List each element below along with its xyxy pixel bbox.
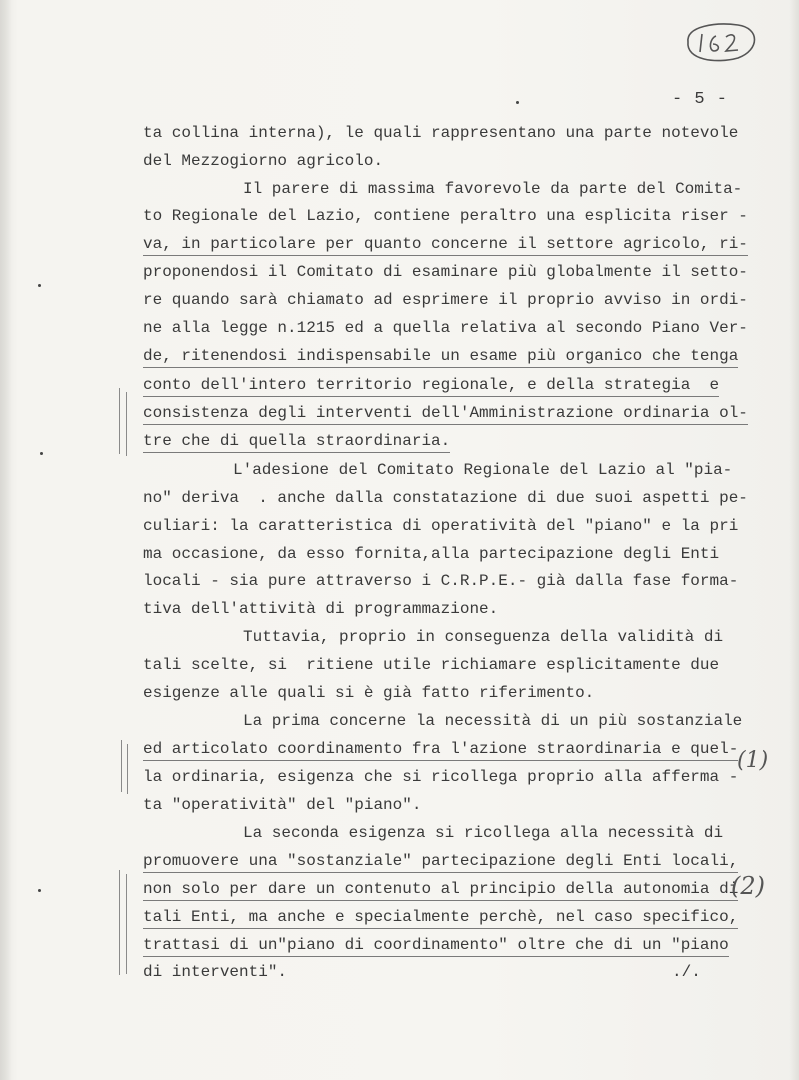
text-line: la ordinaria, esigenza che si ricollega proprio alla afferma -: [143, 768, 739, 786]
scan-speck: [38, 889, 41, 892]
text-line-underlined: conto dell'intero territorio regionale, e della strategia e: [143, 375, 719, 397]
continuation-mark: ./.: [672, 963, 701, 981]
text-line: tali scelte, si ritiene utile richiamare esplicitamente due: [143, 656, 720, 674]
text-line: L'adesione del Comitato Regionale del Lazio al "pia-: [233, 461, 733, 479]
text-line: tiva dell'attività di programmazione.: [143, 600, 499, 618]
text-line: ta collina interna), le quali rappresentano una parte notevole: [143, 124, 739, 142]
margin-bar: [127, 744, 128, 794]
margin-bar: [126, 874, 127, 974]
text-line: ne alla legge n.1215 ed a quella relativa al secondo Piano Ver-: [143, 319, 748, 337]
margin-note-2: (2): [731, 872, 765, 900]
handwritten-page-stamp: [676, 20, 762, 64]
text-line: ma occasione, da esso fornita,alla partecipazione degli Enti: [143, 545, 720, 563]
text-line: esigenze alle quali si è già fatto riferimento.: [143, 684, 595, 702]
text-line: culiari: la caratteristica di operatività del "piano" e la pri: [143, 517, 739, 535]
scan-shadow-left: [0, 0, 12, 1080]
margin-bar: [126, 392, 127, 456]
text-line: to Regionale del Lazio, contiene peraltro una esplicita riser -: [143, 207, 748, 225]
margin-bar: [119, 870, 120, 975]
scan-speck: [516, 101, 519, 104]
scan-shadow-right: [789, 0, 799, 1080]
text-line-underlined: ed articolato coordinamento fra l'azione straordinaria e quel-: [143, 739, 738, 761]
text-line: Tuttavia, proprio in conseguenza della validità di: [243, 628, 724, 646]
text-line: re quando sarà chiamato ad esprimere il proprio avviso in ordi-: [143, 291, 748, 309]
page-number-marker: - 5 -: [672, 90, 729, 109]
text-line-underlined: de, ritenendosi indispensabile un esame più organico che tenga: [143, 346, 738, 368]
text-line-underlined: va, in particolare per quanto concerne il settore agricolo, ri-: [143, 234, 748, 256]
text-line: del Mezzogiorno agricolo.: [143, 152, 384, 170]
margin-bar: [119, 388, 120, 454]
text-line-underlined: tali Enti, ma anche e specialmente perchè, nel caso specifico,: [143, 907, 738, 929]
text-line: La seconda esigenza si ricollega alla necessità di: [243, 824, 724, 842]
text-line-underlined: consistenza degli interventi dell'Amministrazione ordinaria ol-: [143, 403, 748, 425]
text-line: proponendosi il Comitato di esaminare più globalmente il setto-: [143, 263, 748, 281]
text-line-underlined: non solo per dare un contenuto al principio della autonomia di: [143, 879, 738, 901]
margin-bar: [121, 740, 122, 792]
text-line-underlined: promuovere una "sostanziale" partecipazione degli Enti locali,: [143, 851, 738, 873]
scan-speck: [38, 284, 41, 287]
text-line: locali - sia pure attraverso i C.R.P.E.- già dalla fase forma-: [143, 572, 739, 590]
text-line-underlined: tre che di quella straordinaria.: [143, 431, 450, 453]
margin-note-1: (1): [737, 748, 769, 773]
text-line: ta "operatività" del "piano".: [143, 796, 422, 814]
text-line: no" deriva . anche dalla constatazione di due suoi aspetti pe-: [143, 489, 748, 507]
text-line: di interventi".: [143, 963, 288, 981]
scan-speck: [40, 452, 43, 455]
text-line: La prima concerne la necessità di un più sostanziale: [243, 712, 743, 730]
text-line: Il parere di massima favorevole da parte del Comita-: [243, 180, 743, 198]
text-line-underlined: trattasi di un"piano di coordinamento" oltre che di un "piano: [143, 935, 729, 957]
